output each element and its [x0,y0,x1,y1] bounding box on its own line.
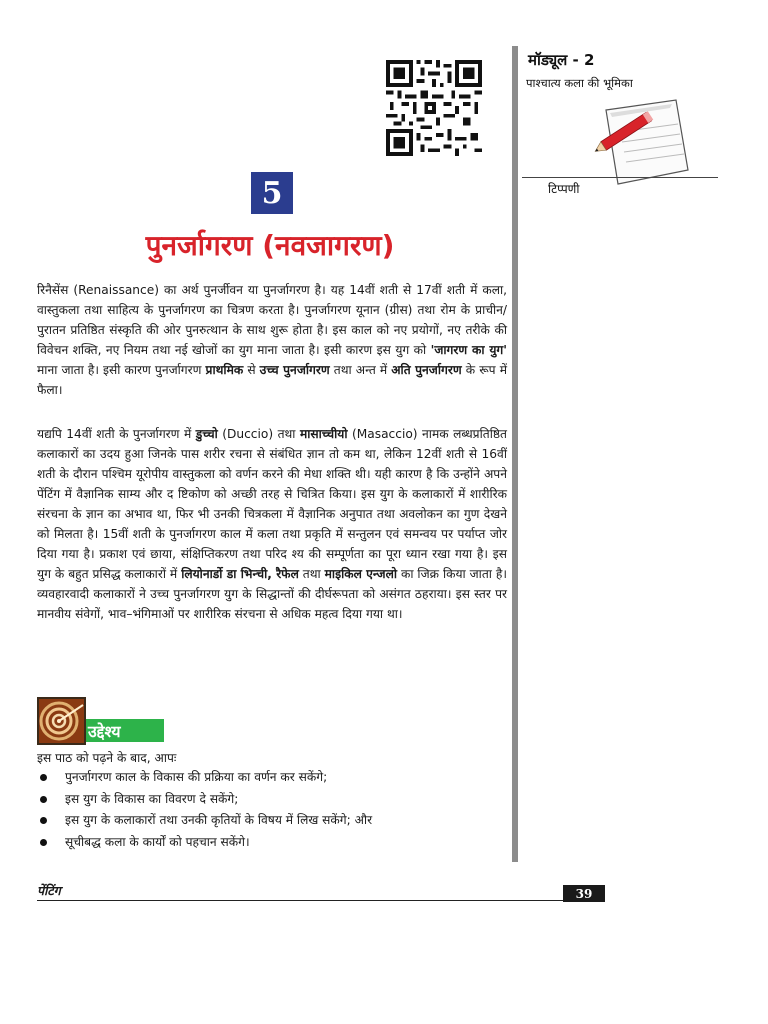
bullet-icon [40,817,47,824]
module-subtitle: पाश्चात्य कला की भूमिका [526,76,633,90]
margin-divider [512,46,518,862]
page-number: 39 [563,885,605,902]
list-item: इस युग के कलाकारों तथा उनकी कृतियों के विषय में लिख सकेंगे; और [37,810,507,832]
bullet-icon [40,839,47,846]
list-item: पुनर्जागरण काल के विकास की प्रक्रिया का वर्णन कर सकेंगे; [37,767,507,789]
intro-paragraph: रिनैसेंस (Renaissance) का अर्थ पुनर्जीवन या पुनर्जागरण है। यह 14वीं शती से 17वीं शती में कला, वास्तुकला तथा साहित्य के पुनर्जागरण का चित्रण करता है। पुनर्जागरण यूनान (ग्रीस) तथा रोम के प्राचीन/पुरातन प्रतिष्ठित संस्कृति की ओर पुनरुत्थान के साथ शुरू होता है। इस काल को नए प्रयोगों, नए तरीके की विवेचन शक्ति, नए नियम तथा नई खोजों का युग माना जाता है। इसी कारण इस युग को 'जागरण का युग' माना जाता है। इसी कारण पुनर्जागरण प्राथमिक से उच्च पुनर्जागरण तथा अन्त में अति पुनर्जागरण के रूप में फैला। [37,283,507,397]
objectives-heading: उद्देश्य [86,719,164,742]
notes-rule [522,177,718,178]
list-item: सूचीबद्ध कला के कार्यों को पहचान सकेंगे। [37,832,507,854]
footer-rule [37,900,603,901]
bullet-icon [40,774,47,781]
artists-paragraph: यद्यपि 14वीं शती के पुनर्जागरण में डुच्चो (Duccio) तथा मासाच्चीयो (Masaccio) नामक लब्धप्रतिष्ठित कलाकारों का उदय हुआ जिनके पास शरीर रचना से संबंधित ज्ञान तो कम था, लेकिन 12वीं शती से 16वीं शती के दौरान पश्चिम यूरोपीय वास्तुकला को वर्णन करने की मेधा शक्ति थी। यही कारण है कि उन्होंने अपने पेंटिंग में वैज्ञानिक साम्य और द ष्टिकोण को अच्छी तरह से चित्रित किया। इस युग के कलाकारों में शारीरिक संरचना के ज्ञान का अभाव था, फिर भी उनकी चित्रकला में वैज्ञानिक अनुपात तथा अवलोकन का गुण देखने को मिलता है। 15वीं शती के पुनर्जागरण काल में कला तथा प्रकृति में सन्तुलन एवं समन्वय पर पर्याप्त जोर दिया गया है। प्रकाश एवं छाया, संक्षिप्तिकरण तथा परिद श्य की सम्पूर्णता का पूरा ध्यान रखा गया है। इस युग के बहुत प्रसिद्ध कलाकारों में लियोनार्डो डा भिन्ची, रैफेल तथा माइकिल एन्जलो का जिक्र किया जाता है। व्यवहारवादी कलाकारों ने उच्च पुनर्जागरण युग के सिद्धान्तों की दीर्घरूपता को असंगत ठहराया। इस स्तर पर मानवीय संवेगों, भाव–भंगिमाओं पर शारीरिक संरचना से अधिक महत्व दिया गया था। [37,427,507,621]
footer-subject: पेंटिंग [37,883,61,898]
objectives-intro: इस पाठ को पढ़ने के बाद, आपः [37,751,177,765]
objectives-target-icon [37,697,86,745]
bullet-icon [40,796,47,803]
list-item: इस युग के विकास का विवरण दे सकेंगे; [37,789,507,811]
chapter-title: पुनर्जागरण (नवजागरण) [145,229,395,262]
module-label: मॉड्यूल - 2 [528,51,595,69]
chapter-number: 5 [251,172,293,214]
notes-pencil-icon [584,96,696,188]
qr-code-image [385,60,483,156]
notes-label: टिप्पणी [548,182,580,196]
objectives-list [37,767,507,853]
